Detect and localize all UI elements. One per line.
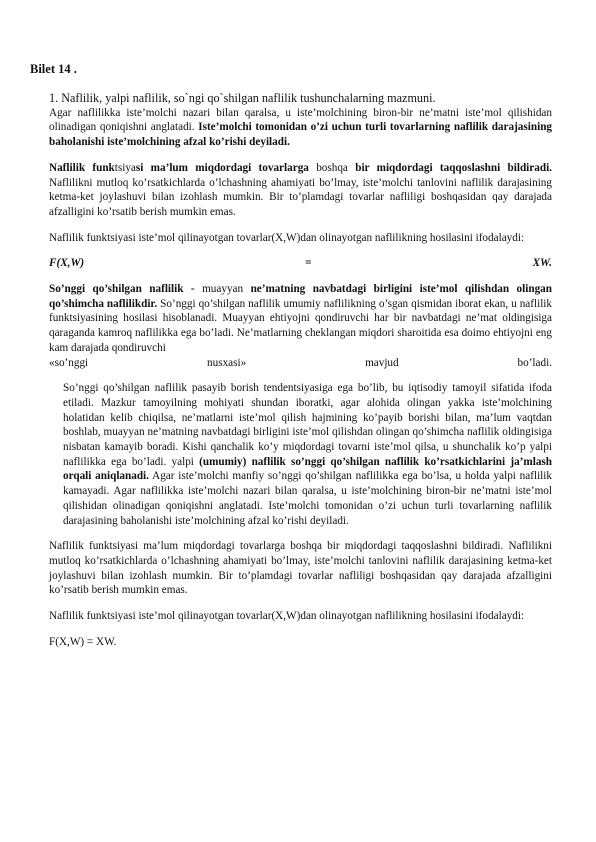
last-word-1: «so’nggi — [49, 356, 89, 369]
formula-plain: F(X,W) = XW. — [49, 635, 117, 648]
marginal-last-line — [49, 356, 552, 371]
ticket-title: Bilet 14 . — [30, 62, 77, 76]
paragraph-definition — [49, 106, 552, 150]
definition-text: Agar naflilikka iste’molchi nazari bilan qaralsa, u iste’molchining biron-bir ne’matni iste’mol qilishidan olinadigan qoniqishni anglatadi. — [49, 106, 552, 134]
paragraph-diminishing-utility — [49, 381, 552, 528]
paragraph-utility-function — [49, 161, 552, 220]
diminishing-text-2: Agar iste’molchi manfiy so’nggi qo’shilgan naflilikka ega bo’lsa, u holda yalpi naflilik kamayadi. Agar naflilikka iste’molchi nazari bilan qaralsa, u iste’molchining biron-bir ne’matni iste’mol qilishidan olinadigan qoniqishni anglatadi. Iste’molchi tomonidan o’zi uchun turli tovarlarning naflilik darajasining baholanishi iste’molchining afzal ko’rishi deyiladi. — [63, 470, 552, 527]
utility-function-text-1: tsiya — [114, 161, 136, 174]
diminishing-text-1: So’nggi qo’shilgan naflilik pasayib borish tendentsiyasiga ega bo’lib, bu iqtisodiy tamoyil sifatida ifoda etiladi. Mazkur tamoyilning mohiyati shundan iboratki, agar alohida olingan yakka iste’molchining holatidan kelib chiqilsa, ne’matlarni iste’mol qilish hajmining ko’payib borishi bilan, ma’lum vaqtdan boshlab, muayyan ne’matning navbatdagi birligini iste’mol qilishdan olingan qo’shimcha naflilik oldingisiga nisbatan kamayib boradi. Kishi qanchalik ko’y miqdordagi tovarni iste’mol qilsa, u shunchalik ko’p yalpi naflilikka ega bo’ladi. yalpi — [63, 382, 552, 468]
utility-function-bold-1: Naflilik funk — [49, 161, 115, 174]
paragraph-function-intro: Naflilik funktsiyasi iste’mol qilinayotgan tovarlar(X,W)dan olinayotgan naflilikning hosilasini ifodalaydi: — [49, 231, 525, 244]
last-word-2: nusxasi» — [207, 356, 247, 369]
paragraph-marginal-utility — [49, 282, 552, 370]
formula-line — [49, 256, 552, 271]
marginal-text-2: So’nggi qo’shilgan naflilik umumiy naflilikning o’sgan qismidan iborat ekan, u naflilik funktsiyasining hosilasi hisoblanadi. Muayyan ehtiyojni qondiruvchi har bir navbatdagi ne’mat oldingisiga qaraganda kamroq naflilikka ega bo’ladi. Ne’matlarning cheklangan miqdori sharoitida esa doimo ehtiyojni eng kam darajada qondiruvchi — [49, 297, 553, 354]
marginal-text-1: muayyan — [194, 283, 251, 296]
last-word-4: bo’ladi. — [517, 356, 552, 369]
last-word-3: mavjud — [365, 356, 399, 369]
utility-function-bold-3: bir miqdordagi taqqoslashni bildiradi. — [355, 161, 552, 174]
formula-right: XW. — [532, 257, 552, 270]
formula-equals: = — [305, 257, 312, 270]
paragraph-utility-function-repeat: Naflilik funktsiyasi ma’lum miqdordagi tovarlarga boshqa bir miqdordagi taqqoslashni bildiradi. Naflilikni mutloq ko’rsatkichlarda o’lchashning ahamiyati bo’lmay, iste’molchi tanlovini naflilik darajasining ketma-ket joylashuvi bilan izohlash mumkin. Bir to’plamdagi tovarlar nafliligi boshqasidan qay darajada afzalligini ko’rsatib berish mumkin emas. — [49, 540, 552, 597]
marginal-bold-1: So’nggi qo’shilgan naflilik - — [49, 283, 195, 296]
question-heading: 1. Naflilik, yalpi naflilik, so`ngi qo`shilgan naflilik tushunchalarning mazmuni. — [49, 91, 436, 105]
marginal-bold-2: ne’matning navbatdagi birligini iste’mol qilishdan olingan qo’shimcha naflilikdir. — [49, 283, 553, 310]
marginal-utility-body — [49, 282, 552, 356]
utility-function-bold-2: si ma’lum miqdordagi tovarlarga — [135, 161, 309, 174]
diminishing-bold: (umumiy) naflilik so’nggi qo’shilgan naflilik ko’rsatkichlarini ja’mlash orqali aniqlanadi. — [63, 455, 552, 483]
definition-bold: Iste’molchi tomonidan o’zi uchun turli tovarlarning naflilik darajasining baholanishi iste’molchining afzal ko’rishi deyiladi. — [49, 121, 553, 149]
utility-function-text-2: boshqa — [308, 161, 356, 174]
paragraph-function-intro-repeat: Naflilik funktsiyasi iste’mol qilinayotgan tovarlar(X,W)dan olinayotgan naflilikning hosilasini ifodalaydi: — [49, 610, 525, 623]
utility-function-text-3: Naflilikni mutloq ko’rsatkichlarda o’lchashning ahamiyati bo’lmay, iste’molchi tanlovini naflilik darajasining ketma-ket joylashuvi bilan izohlash mumkin. Bir to’plamdagi tovarlar nafliligi boshqasidan qay darajada afzalligini ko’rsatib berish mumkin emas. — [49, 176, 552, 218]
document-body — [49, 91, 552, 650]
formula-left: F(X,W) — [49, 257, 85, 270]
